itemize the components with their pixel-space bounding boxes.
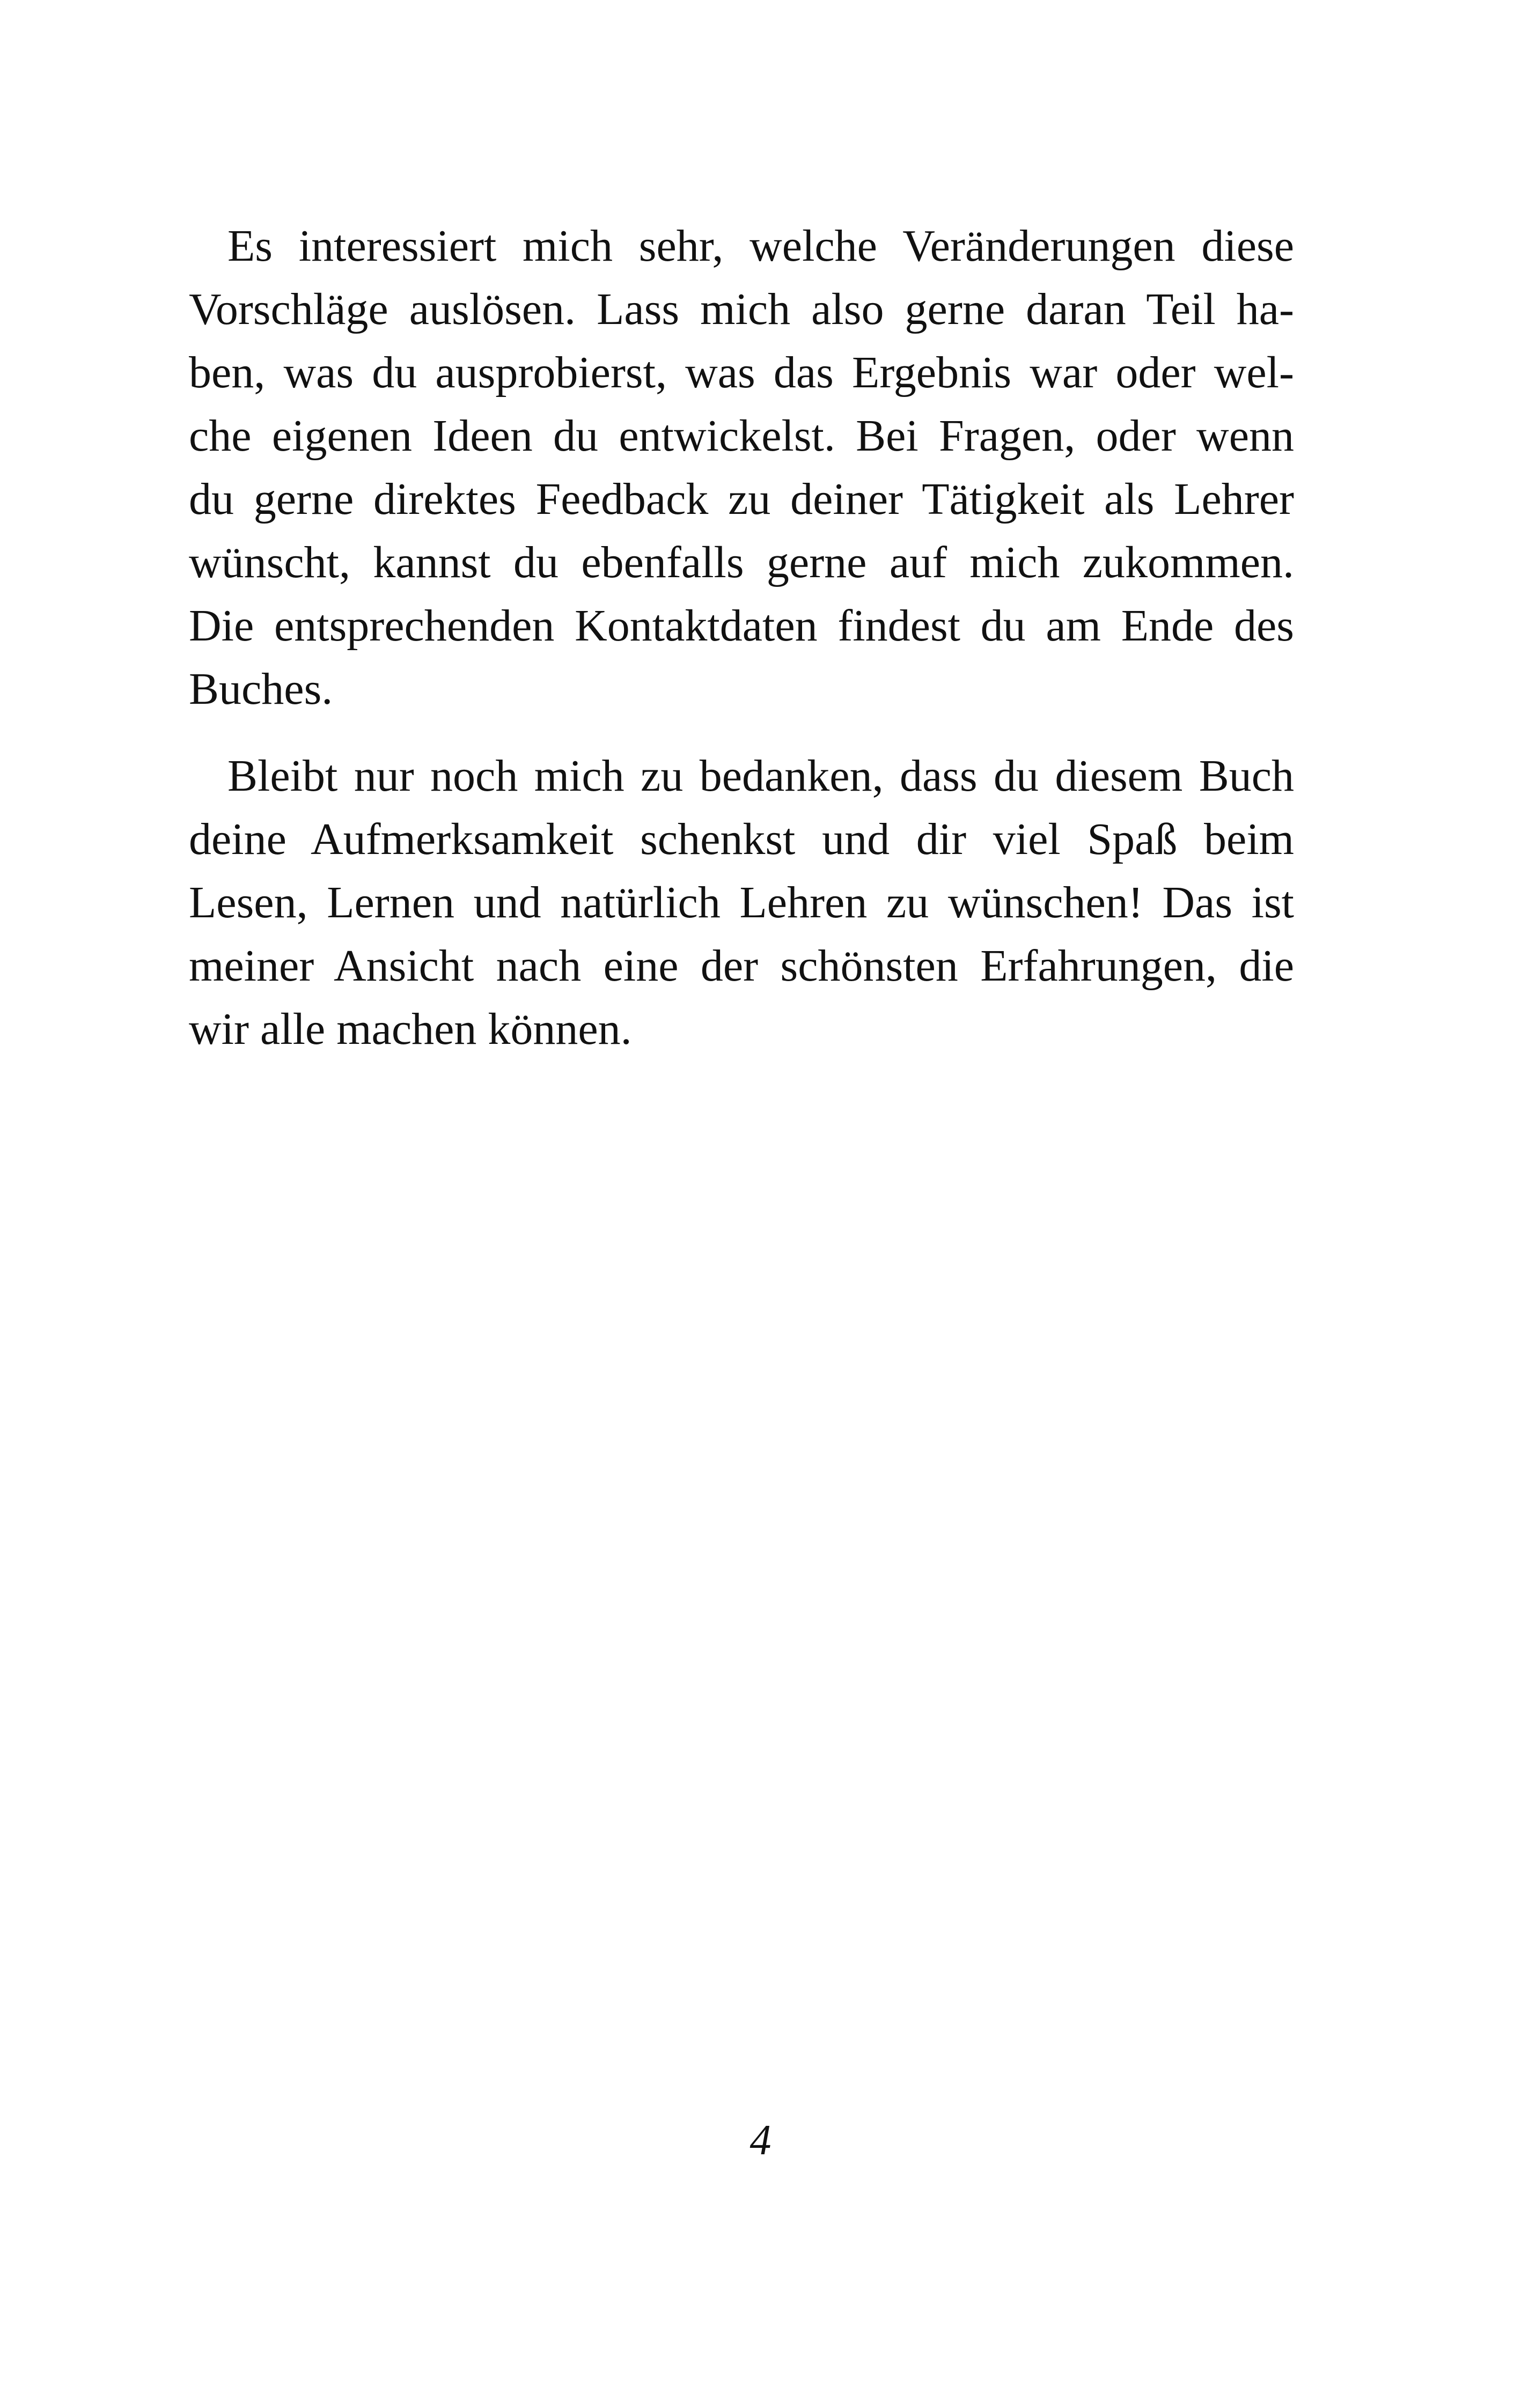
paragraph-1: [189, 215, 1294, 721]
text-line: du gerne direktes Feedback zu deiner Tätigkeit als Lehrer: [189, 474, 1294, 524]
text-line: Vorschläge auslösen. Lass mich also gerne daran Teil ha-: [189, 284, 1294, 334]
page-number: 4: [750, 2117, 771, 2164]
text-line: Die entsprechenden Kontaktdaten findest du am Ende des: [189, 601, 1294, 651]
text-line: Bleibt nur noch mich zu bedanken, dass du diesem Buch: [227, 751, 1294, 801]
text-line: ben, was du ausprobierst, was das Ergebnis war oder wel-: [189, 348, 1294, 397]
paragraph-spacer: [189, 721, 1294, 745]
text-line: Es interessiert mich sehr, welche Veränderungen diese: [227, 221, 1294, 271]
body-text: [189, 215, 1294, 1061]
text-line: wünscht, kannst du ebenfalls gerne auf mich zukommen.: [189, 537, 1294, 587]
text-line: Lesen, Lernen und natürlich Lehren zu wünschen! Das ist: [189, 878, 1294, 927]
text-line: wir alle machen können.: [189, 1004, 632, 1054]
text-line: deine Aufmerksamkeit schenkst und dir viel Spaß beim: [189, 814, 1294, 864]
text-line: Buches.: [189, 664, 333, 714]
text-line: meiner Ansicht nach eine der schönsten Erfahrungen, die: [189, 941, 1294, 991]
text-line: che eigenen Ideen du entwickelst. Bei Fragen, oder wenn: [189, 411, 1294, 461]
paragraph-2: [189, 745, 1294, 1061]
